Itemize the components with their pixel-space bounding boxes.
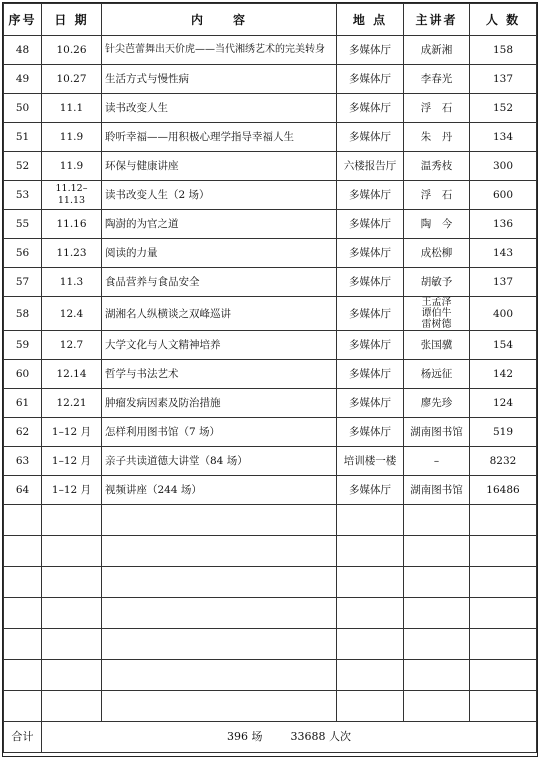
empty-row xyxy=(4,505,537,536)
cell-content: 环保与健康讲座 xyxy=(102,152,337,181)
cell-no: 55 xyxy=(4,210,42,239)
cell-no: 63 xyxy=(4,447,42,476)
empty-cell xyxy=(4,598,42,629)
empty-cell xyxy=(470,536,537,567)
cell-speaker: 张国骥 xyxy=(404,331,470,360)
cell-place: 多媒体厅 xyxy=(337,297,404,331)
total-sessions: 396 场 xyxy=(227,730,263,743)
empty-cell xyxy=(470,691,537,722)
cell-count: 158 xyxy=(470,36,537,65)
empty-row xyxy=(4,598,537,629)
empty-cell xyxy=(102,629,337,660)
empty-cell xyxy=(404,629,470,660)
cell-content: 怎样利用图书馆（7 场） xyxy=(102,418,337,447)
empty-row xyxy=(4,567,537,598)
empty-row xyxy=(4,536,537,567)
empty-cell xyxy=(42,629,102,660)
cell-date: 11.1 xyxy=(42,94,102,123)
cell-no: 62 xyxy=(4,418,42,447)
cell-no: 61 xyxy=(4,389,42,418)
cell-date: 11.16 xyxy=(42,210,102,239)
empty-cell xyxy=(4,567,42,598)
cell-place: 多媒体厅 xyxy=(337,239,404,268)
empty-cell xyxy=(42,691,102,722)
table-row xyxy=(4,476,537,505)
header-date: 日 期 xyxy=(42,4,102,36)
table-row xyxy=(4,36,537,65)
cell-content: 读书改变人生 xyxy=(102,94,337,123)
cell-speaker: 成松柳 xyxy=(404,239,470,268)
lecture-table xyxy=(3,3,537,753)
empty-cell xyxy=(470,660,537,691)
cell-speaker: 王孟泽 谭伯牛 雷树德 xyxy=(404,297,470,331)
empty-cell xyxy=(102,567,337,598)
cell-date: 12.14 xyxy=(42,360,102,389)
cell-count: 16486 xyxy=(470,476,537,505)
empty-row xyxy=(4,691,537,722)
cell-count: 154 xyxy=(470,331,537,360)
empty-row xyxy=(4,660,537,691)
cell-content: 湖湘名人纵横谈之双峰巡讲 xyxy=(102,297,337,331)
cell-speaker: 成新湘 xyxy=(404,36,470,65)
cell-speaker: 朱 丹 xyxy=(404,123,470,152)
cell-no: 57 xyxy=(4,268,42,297)
empty-cell xyxy=(337,691,404,722)
empty-cell xyxy=(42,567,102,598)
table-row xyxy=(4,152,537,181)
cell-content: 陶澍的为官之道 xyxy=(102,210,337,239)
cell-no: 56 xyxy=(4,239,42,268)
empty-cell xyxy=(337,629,404,660)
cell-place: 多媒体厅 xyxy=(337,360,404,389)
table-row xyxy=(4,331,537,360)
cell-no: 48 xyxy=(4,36,42,65)
total-label: 合计 xyxy=(4,722,42,753)
cell-no: 51 xyxy=(4,123,42,152)
empty-cell xyxy=(404,567,470,598)
cell-speaker: 浮 石 xyxy=(404,181,470,210)
cell-date: 12.4 xyxy=(42,297,102,331)
header-count: 人 数 xyxy=(470,4,537,36)
cell-content: 视频讲座（244 场） xyxy=(102,476,337,505)
cell-no: 50 xyxy=(4,94,42,123)
cell-count: 152 xyxy=(470,94,537,123)
header-content: 内 容 xyxy=(102,4,337,36)
cell-count: 137 xyxy=(470,65,537,94)
cell-place: 多媒体厅 xyxy=(337,268,404,297)
empty-cell xyxy=(470,629,537,660)
table-row xyxy=(4,447,537,476)
cell-speaker: 温秀枝 xyxy=(404,152,470,181)
empty-cell xyxy=(404,691,470,722)
cell-place: 多媒体厅 xyxy=(337,123,404,152)
cell-date: 11.9 xyxy=(42,123,102,152)
empty-cell xyxy=(4,660,42,691)
cell-date: 11.9 xyxy=(42,152,102,181)
cell-count: 124 xyxy=(470,389,537,418)
cell-content: 大学文化与人文精神培养 xyxy=(102,331,337,360)
empty-cell xyxy=(42,536,102,567)
empty-cell xyxy=(42,660,102,691)
table-row xyxy=(4,239,537,268)
table-row xyxy=(4,210,537,239)
header-speaker: 主讲者 xyxy=(404,4,470,36)
empty-cell xyxy=(337,660,404,691)
cell-no: 64 xyxy=(4,476,42,505)
cell-content: 针尖芭蕾舞出天价虎——当代湘绣艺术的完美转身 xyxy=(102,36,337,65)
empty-cell xyxy=(337,598,404,629)
header-row xyxy=(4,4,537,36)
cell-date: 11.23 xyxy=(42,239,102,268)
cell-speaker: 湖南图书馆 xyxy=(404,476,470,505)
cell-date: 1–12 月 xyxy=(42,447,102,476)
cell-no: 60 xyxy=(4,360,42,389)
table-row xyxy=(4,297,537,331)
cell-count: 400 xyxy=(470,297,537,331)
empty-row xyxy=(4,629,537,660)
cell-content: 哲学与书法艺术 xyxy=(102,360,337,389)
cell-no: 59 xyxy=(4,331,42,360)
table-row xyxy=(4,65,537,94)
cell-speaker: – xyxy=(404,447,470,476)
table-row xyxy=(4,268,537,297)
cell-count: 600 xyxy=(470,181,537,210)
cell-count: 8232 xyxy=(470,447,537,476)
cell-place: 多媒体厅 xyxy=(337,36,404,65)
cell-count: 136 xyxy=(470,210,537,239)
cell-place: 多媒体厅 xyxy=(337,65,404,94)
cell-date: 1–12 月 xyxy=(42,418,102,447)
cell-count: 137 xyxy=(470,268,537,297)
cell-content: 肿瘤发病因素及防治措施 xyxy=(102,389,337,418)
cell-date: 11.12–11.13 xyxy=(42,181,102,210)
cell-place: 多媒体厅 xyxy=(337,94,404,123)
table-row xyxy=(4,360,537,389)
empty-cell xyxy=(470,505,537,536)
table-row xyxy=(4,181,537,210)
cell-place: 多媒体厅 xyxy=(337,389,404,418)
empty-cell xyxy=(4,536,42,567)
cell-count: 143 xyxy=(470,239,537,268)
cell-speaker: 廖先珍 xyxy=(404,389,470,418)
empty-cell xyxy=(102,660,337,691)
header-no: 序号 xyxy=(4,4,42,36)
empty-cell xyxy=(404,598,470,629)
table-row xyxy=(4,418,537,447)
cell-content: 聆听幸福——用积极心理学指导幸福人生 xyxy=(102,123,337,152)
cell-speaker: 杨远征 xyxy=(404,360,470,389)
cell-place: 多媒体厅 xyxy=(337,418,404,447)
cell-no: 49 xyxy=(4,65,42,94)
cell-content: 阅读的力量 xyxy=(102,239,337,268)
empty-cell xyxy=(470,567,537,598)
table-row xyxy=(4,389,537,418)
empty-cell xyxy=(337,505,404,536)
total-people: 33688 人次 xyxy=(290,730,351,743)
cell-no: 52 xyxy=(4,152,42,181)
empty-cell xyxy=(404,505,470,536)
table-row xyxy=(4,123,537,152)
empty-cell xyxy=(4,629,42,660)
empty-cell xyxy=(404,536,470,567)
empty-cell xyxy=(102,598,337,629)
cell-speaker: 陶 今 xyxy=(404,210,470,239)
empty-cell xyxy=(102,505,337,536)
empty-cell xyxy=(4,505,42,536)
empty-cell xyxy=(404,660,470,691)
cell-place: 多媒体厅 xyxy=(337,181,404,210)
cell-date: 1–12 月 xyxy=(42,476,102,505)
empty-cell xyxy=(102,691,337,722)
cell-speaker: 湖南图书馆 xyxy=(404,418,470,447)
cell-place: 多媒体厅 xyxy=(337,331,404,360)
table-row xyxy=(4,94,537,123)
cell-content: 读书改变人生（2 场） xyxy=(102,181,337,210)
empty-cell xyxy=(470,598,537,629)
cell-count: 134 xyxy=(470,123,537,152)
cell-content: 亲子共读道德大讲堂（84 场） xyxy=(102,447,337,476)
cell-date: 10.27 xyxy=(42,65,102,94)
cell-no: 53 xyxy=(4,181,42,210)
cell-place: 多媒体厅 xyxy=(337,210,404,239)
empty-cell xyxy=(337,567,404,598)
empty-cell xyxy=(102,536,337,567)
empty-cell xyxy=(337,536,404,567)
cell-date: 11.3 xyxy=(42,268,102,297)
cell-count: 300 xyxy=(470,152,537,181)
cell-place: 培训楼一楼 xyxy=(337,447,404,476)
cell-count: 519 xyxy=(470,418,537,447)
empty-cell xyxy=(4,691,42,722)
header-place: 地 点 xyxy=(337,4,404,36)
empty-cell xyxy=(42,505,102,536)
cell-date: 12.21 xyxy=(42,389,102,418)
cell-content: 生活方式与慢性病 xyxy=(102,65,337,94)
cell-speaker: 李春光 xyxy=(404,65,470,94)
cell-place: 六楼报告厅 xyxy=(337,152,404,181)
cell-no: 58 xyxy=(4,297,42,331)
cell-date: 10.26 xyxy=(42,36,102,65)
cell-place: 多媒体厅 xyxy=(337,476,404,505)
empty-cell xyxy=(42,598,102,629)
total-row xyxy=(4,722,537,753)
cell-speaker: 胡敏予 xyxy=(404,268,470,297)
cell-count: 142 xyxy=(470,360,537,389)
lecture-table-sheet xyxy=(2,2,538,757)
total-values xyxy=(42,722,537,753)
cell-speaker: 浮 石 xyxy=(404,94,470,123)
cell-content: 食品营养与食品安全 xyxy=(102,268,337,297)
cell-date: 12.7 xyxy=(42,331,102,360)
